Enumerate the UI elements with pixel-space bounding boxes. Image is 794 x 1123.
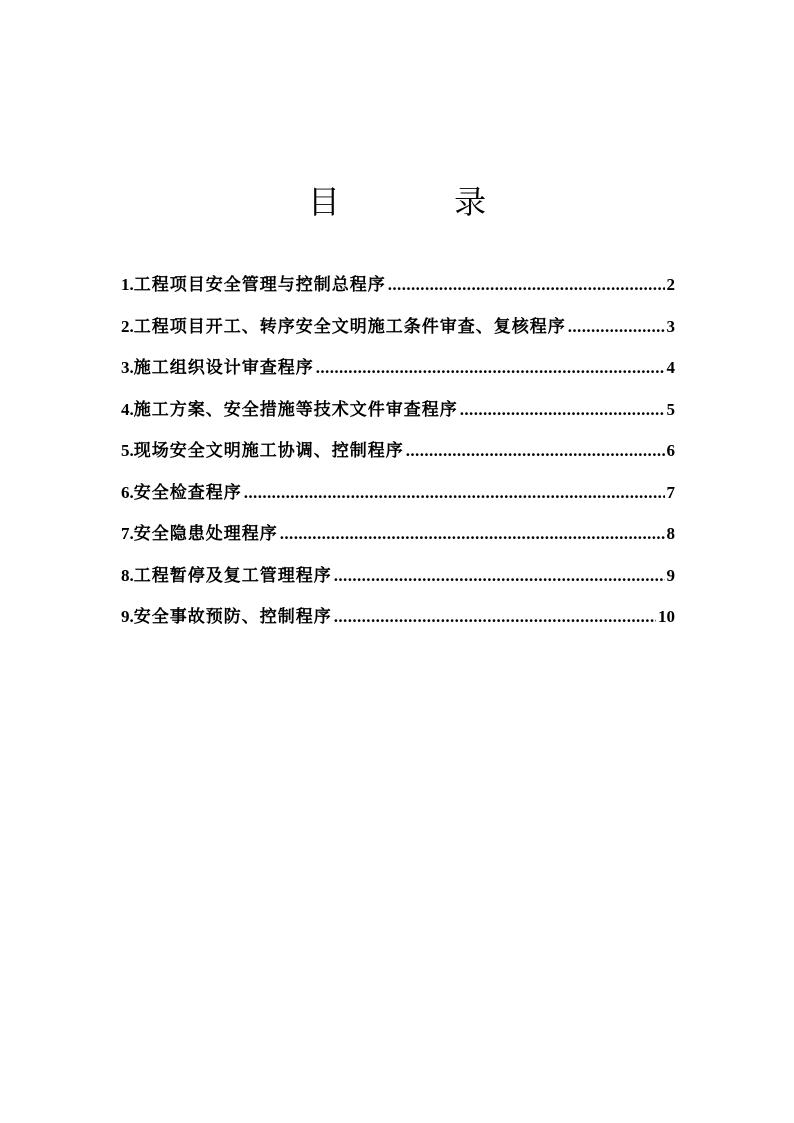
toc-entry-title: 施工方案、安全措施等技术文件审查程序 <box>133 399 458 420</box>
toc-entry-title: 施工组织设计审查程序 <box>133 358 314 378</box>
toc-dot-leader <box>244 481 665 505</box>
toc-entry-page: 10 <box>658 607 675 626</box>
toc-entry-title: 工程项目安全管理与控制总程序 <box>133 275 386 295</box>
toc-entry-title: 安全检查程序 <box>133 482 242 503</box>
toc-entry[interactable] <box>121 398 675 422</box>
toc-dot-leader <box>460 398 665 422</box>
toc-entry-title: 现场安全文明施工协调、控制程序 <box>133 441 404 461</box>
toc-entry-title: 安全事故预防、控制程序 <box>133 607 332 627</box>
toc-entry[interactable] <box>121 439 675 463</box>
toc-entry-page: 3 <box>666 316 675 336</box>
toc-entry-number: 2. <box>121 316 134 336</box>
toc-entry-number: 9. <box>121 607 134 626</box>
toc-dot-leader <box>316 356 665 380</box>
toc-entry-number: 5. <box>121 441 134 460</box>
table-of-contents <box>121 273 675 647</box>
toc-dot-leader <box>334 564 665 588</box>
toc-dot-leader <box>406 439 665 463</box>
toc-entry-number: 3. <box>121 358 134 377</box>
toc-entry[interactable] <box>121 315 675 339</box>
toc-entry-number: 1. <box>121 275 134 294</box>
toc-entry[interactable] <box>121 522 675 546</box>
toc-entry-number: 4. <box>121 399 134 419</box>
toc-entry[interactable] <box>121 273 675 297</box>
toc-entry-page: 5 <box>666 399 675 419</box>
toc-entry-title: 安全隐患处理程序 <box>133 524 278 544</box>
toc-entry-page: 7 <box>666 482 675 502</box>
page-title: 目 录 <box>307 183 539 221</box>
toc-dot-leader <box>280 522 665 546</box>
toc-dot-leader <box>388 273 665 297</box>
toc-dot-leader <box>334 605 656 629</box>
toc-dot-leader <box>568 315 665 339</box>
toc-entry-page: 8 <box>666 524 675 543</box>
toc-entry-page: 4 <box>666 358 675 377</box>
toc-entry-title: 工程暂停及复工管理程序 <box>133 565 332 586</box>
toc-entry-number: 8. <box>121 565 134 585</box>
toc-entry[interactable] <box>121 605 675 629</box>
toc-entry-page: 2 <box>666 275 675 294</box>
toc-entry-number: 6. <box>121 482 134 502</box>
toc-entry-number: 7. <box>121 524 134 543</box>
toc-entry-page: 6 <box>666 441 675 460</box>
toc-entry-page: 9 <box>666 565 675 585</box>
toc-entry[interactable] <box>121 356 675 380</box>
toc-entry[interactable] <box>121 564 675 588</box>
toc-entry[interactable] <box>121 481 675 505</box>
toc-entry-title: 工程项目开工、转序安全文明施工条件审查、复核程序 <box>133 316 566 337</box>
